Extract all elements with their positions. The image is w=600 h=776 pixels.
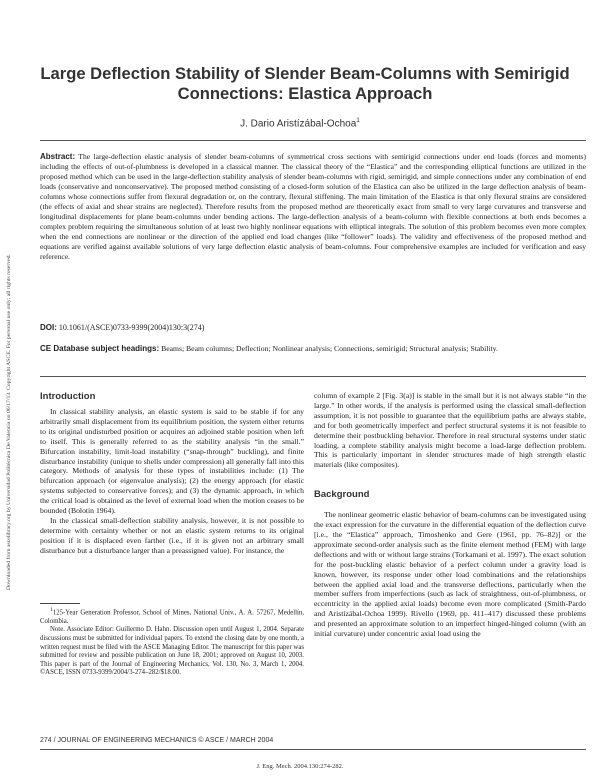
intro-column <box>40 407 304 556</box>
doi-label: DOI: <box>40 323 57 332</box>
doi-value[interactable]: 10.1061/(ASCE)0733-9399(2004)130:3(274) <box>58 323 205 332</box>
abstract <box>40 152 586 263</box>
subject-headings-label: CE Database subject headings: <box>40 344 160 353</box>
abstract-text: The large-deflection elastic analysis of slender beam-columns of symmetrical cross sections with semirigid connections under end loads (forces and moments) including the effects of out-of-plumbness is developed in a classical manner. The classical theory of the “Elastica” and the corresponding elliptical functions are utilized in the proposed method which can be used in the large-deflection stability analysis of slender beam-columns with rigid, semirigid, and simple connections under any combination of end loads (conservative and nonconservative). The proposed method consisting of a closed-form solution of the Elastica can also be utilized in the large deflection analysis of beam-columns whose connections suffer from flexural degradation or, on the contrary, flexural stiffening. The main limitation of the Elastica is that only flexural strains are considered (the effects of axial and shear strains are neglected). Therefore results from the proposed method are theoretically exact from small to very large curvatures and transverse and longitudinal displacements for plane beam-columns under bending actions. The large-deflection analysis of a beam-column with flexible connections at both ends becomes a complex problem requiring the simultaneous solution of at least two highly nonlinear equations with elliptical integrals. The solution of this problem becomes even more complex when the end connections are nonlinear or the direction of the applied end load changes (like “follower” loads). The validity and effectiveness of the proposed method and equations are verified against available solutions of very large deflection elastic analysis of beam-columns. Four comprehensive examples are included for verification and easy reference. <box>40 152 586 262</box>
abstract-label: Abstract: <box>40 152 76 161</box>
footnote-editorial-note: Note. Associate Editor: Guillermo D. Hahn. Discussion open until August 1, 2004. Separate discussions must be submitted for individual papers. To extend the closing date by one month, a written request must be filed with the ASCE Managing Editor. The manuscript for this paper was submitted for review and possible publication on June 18, 2001; approved on August 10, 2003. This paper is part of the Journal of Engineering Mechanics, Vol. 130, No. 3, March 1, 2004. ©ASCE, ISSN 0733-9399/2004/3-274–282/$18.00. <box>40 626 304 677</box>
mid-rule <box>40 376 586 377</box>
top-rule <box>40 140 586 141</box>
download-notice <box>0 164 10 590</box>
intro-paragraph: In the classical small-deflection stability analysis, however, it is not possible to determine with certainty whether or not an elastic system returns to its original position if it is displaced even farther (i.e., if it is given not an arbitrary small disturbance but a disturbance larger than a preassigned value). For instance, the <box>40 515 304 555</box>
footnote-marker: 1 <box>50 607 53 613</box>
page-footer: 274 / JOURNAL OF ENGINEERING MECHANICS © ASCE / MARCH 2004 <box>40 737 274 744</box>
footnote-affiliation <box>40 606 304 626</box>
author-footnote-marker: 1 <box>356 117 360 124</box>
footnotes <box>40 606 304 678</box>
intro-heading: Introduction <box>40 391 96 402</box>
right-paragraph: column of example 2 [Fig. 3(a)] is stable in the small but it is not always stable “in the large.” In other words, if the analysis is performed using the classical small-deflection assumption, it is not possible to guarantee that the equilibrium paths are always stable, and for both geometrically imperfect and perfect structural systems it is not feasible to determine their postbuckling behavior. Therefore in real structural systems under static loading, a complete stability analysis might become a load-large deflection problem. This is particularly important in slender structures made of high strength elastic materials (like composites). <box>314 391 586 470</box>
download-notice-text: Downloaded from ascelibrary.org by Universidad Politécnica De Valencia on 06/17/13. Copyright ASCE. For personal use only; all rights reserved. <box>6 254 12 590</box>
footer-rule <box>40 749 586 750</box>
author-line <box>0 117 600 129</box>
intro-paragraph: In classical stability analysis, an elastic system is said to be stable if for any arbitrarily small displacement from its equilibrium position, the system either returns to its original undisturbed position or acquires an adjoined stable position when left to itself. This is generally referred to as the stability analysis “in the small.” Bifurcation instability, limit-load instability (“snap-through” buckling), and finite disturbance instability (unique to shells under compression) all generally fall into this category. Methods of analysis for these types of instabilities include: (1) The bifurcation approach (or eigenvalue analysis); (2) the energy approach (for elastic systems subjected to conservative forces); and (3) the dynamic approach, in which the critical load is obtained as the level of external load when the motion ceases to be bounded (Bolotin 1964). <box>40 407 304 516</box>
citation-line: J. Eng. Mech. 2004.130:274-282. <box>256 763 344 770</box>
doi-line <box>40 323 586 332</box>
footnote-rule <box>40 603 80 604</box>
background-paragraph: The nonlinear geometric elastic behavior of beam-columns can be investigated using the exact expression for the curvature in the differential equation of the deflection curve [i.e., the “Elastica” approach, Timoshenko and Gere (1961, pp. 76–82)] or the approximate second-order analysis such as the finite element method (FEM) with large deflections and with or without large strains (Torkamani et al. 1997). The exact solution for the post-buckling elastic behavior of a perfect column under a gravity load is known, however, its response under other load combinations and the relationships between the applied axial load and the transverse deflections, particularly when the member suffers from imperfections (such as lack of straightness, out-of-plumbness, or eccentricity in the applied axial loads) become even more complicated (Smith-Pardo and Aristízábal-Ochoa 1999). Rivello (1969, pp. 411–417) discussed these problems and presented an approximate solution to an imperfect hinged-hinged column (with an initial curvature) under concentric axial load using the <box>314 510 586 639</box>
subject-headings <box>40 344 586 354</box>
right-column <box>314 391 586 639</box>
subject-headings-text: Beams; Beam columns; Deflection; Nonlinear analysis; Connections, semirigid; Structural analysis; Stability. <box>161 344 498 353</box>
author-name: J. Dario Aristízábal-Ochoa <box>240 118 357 130</box>
paper-title: Large Deflection Stability of Slender Beam-Columns with Semirigid Connections: Elastica Approach <box>40 64 570 103</box>
footnote-affiliation-text: 125-Year Generation Professor, School of Mines, National Univ., A. A. 57267, Medellín, Colombia. <box>40 609 304 625</box>
background-heading: Background <box>314 489 370 501</box>
